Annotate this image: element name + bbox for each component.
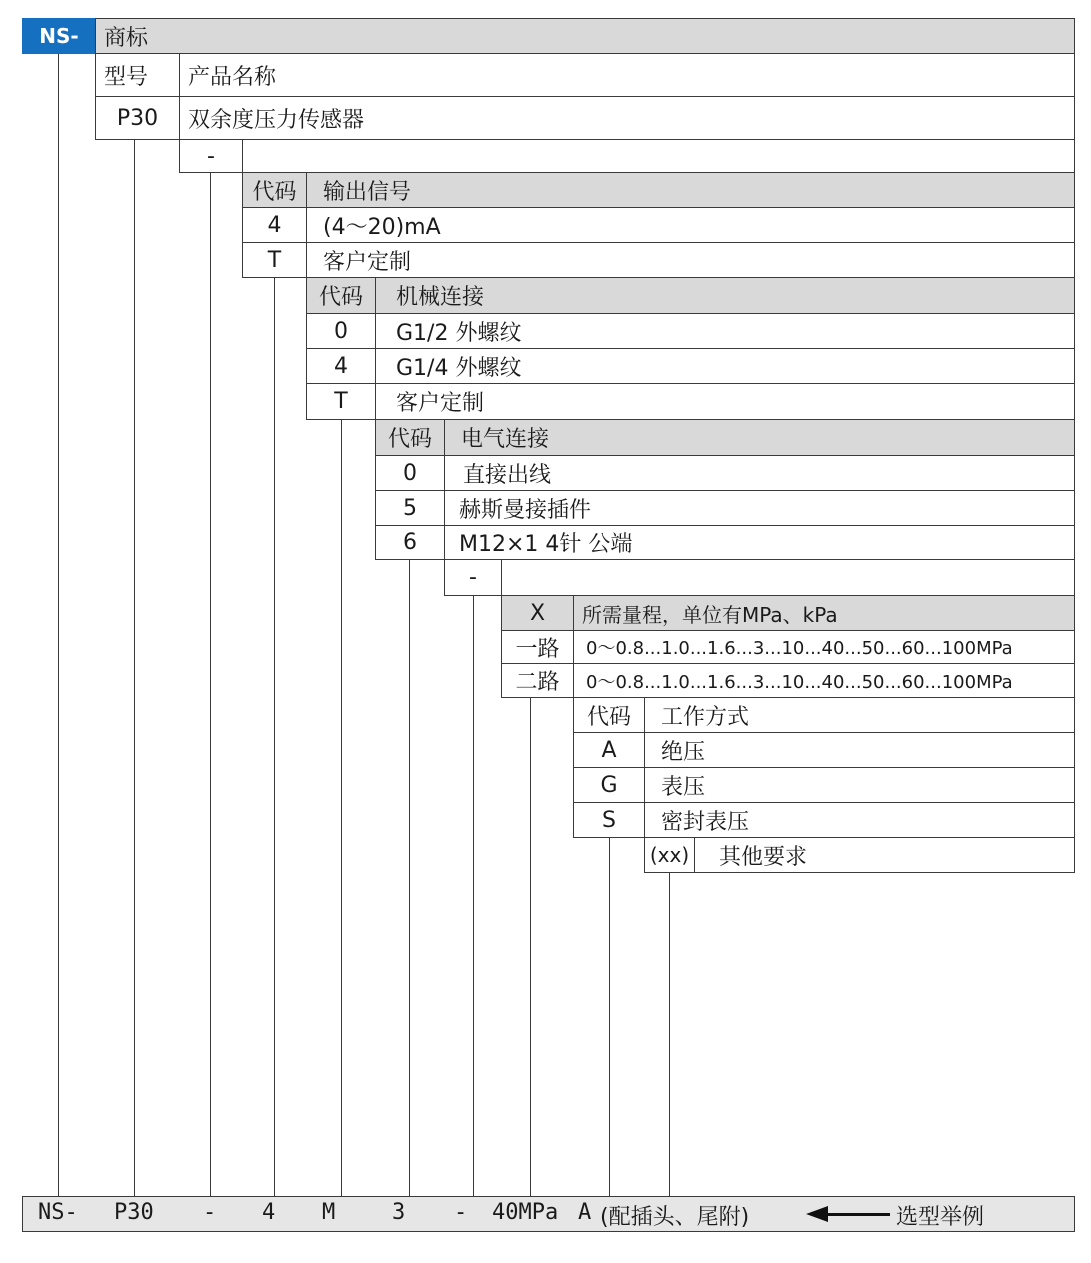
arrow-line [828, 1213, 890, 1216]
connector-line [210, 173, 211, 1196]
mode-row-code: S [573, 802, 645, 838]
example-part: - [454, 1200, 468, 1225]
electrical-header-name: 电气连接 [444, 419, 1075, 456]
example-part: A [578, 1200, 592, 1225]
mode-row-name: 绝压 [644, 732, 1075, 768]
mechanical-row-name: G1/2 外螺纹 [375, 313, 1075, 349]
mode-row-name: 密封表压 [644, 802, 1075, 838]
separator-2-blank [501, 559, 1075, 596]
mechanical-header-name: 机械连接 [375, 277, 1075, 314]
mechanical-row-name: 客户定制 [375, 383, 1075, 420]
electrical-header-code: 代码 [375, 419, 445, 456]
connector-line [58, 54, 59, 1196]
connector-line [134, 139, 135, 1196]
example-part: 4 [262, 1200, 276, 1225]
trademark-label: 商标 [95, 18, 1075, 54]
connector-line [473, 596, 474, 1196]
electrical-row-code: 6 [375, 525, 445, 560]
mode-row-code: A [573, 732, 645, 768]
mechanical-row-code: 4 [306, 348, 376, 384]
output-header-name: 输出信号 [306, 172, 1075, 208]
connector-line [341, 420, 342, 1196]
model-name: 双余度压力传感器 [179, 96, 1075, 140]
model-header-code: 型号 [95, 53, 180, 97]
electrical-row-code: 5 [375, 490, 445, 526]
range-row-code: 二路 [501, 663, 574, 698]
mode-header-name: 工作方式 [644, 697, 1075, 733]
separator-1: - [179, 139, 243, 173]
mechanical-header-code: 代码 [306, 277, 376, 314]
range-header-name: 所需量程，单位有MPa、kPa [573, 595, 1075, 631]
example-part: 3 [392, 1200, 406, 1225]
connector-line [274, 278, 275, 1196]
example-label: 选型举例 [896, 1205, 985, 1230]
separator-2: - [444, 559, 502, 596]
electrical-row-name: M12×1 4针 公端 [444, 525, 1075, 560]
example-part: M [322, 1200, 336, 1225]
mode-row-name: 表压 [644, 767, 1075, 803]
mechanical-row-name: G1/4 外螺纹 [375, 348, 1075, 384]
connector-line [669, 873, 670, 1196]
output-row-code: T [242, 242, 307, 278]
mode-row-code: G [573, 767, 645, 803]
other-name: 其他要求 [694, 837, 1075, 873]
example-part: (配插头、尾附) [600, 1205, 750, 1230]
separator-1-blank [242, 139, 1075, 173]
mode-header-code: 代码 [573, 697, 645, 733]
connector-line [609, 838, 610, 1196]
output-row-name: 客户定制 [306, 242, 1075, 278]
connector-line [409, 560, 410, 1196]
model-header-name: 产品名称 [179, 53, 1075, 97]
mechanical-row-code: T [306, 383, 376, 420]
range-row-name: 0～0.8...1.0...1.6...3...10...40...50...60...100MPa [573, 663, 1075, 698]
electrical-row-name: 直接出线 [444, 455, 1075, 491]
output-row-name: (4～20)mA [306, 207, 1075, 243]
example-part: NS- [38, 1200, 78, 1225]
output-row-code: 4 [242, 207, 307, 243]
other-code: (xx) [644, 837, 695, 873]
example-part: 40MPa [492, 1200, 559, 1225]
output-header-code: 代码 [242, 172, 307, 208]
electrical-row-code: 0 [375, 455, 445, 491]
range-row-name: 0～0.8...1.0...1.6...3...10...40...50...60...100MPa [573, 630, 1075, 664]
electrical-row-name: 赫斯曼接插件 [444, 490, 1075, 526]
example-part: - [203, 1200, 217, 1225]
trademark-code: NS- [22, 18, 96, 54]
arrow-left-icon [806, 1206, 828, 1222]
connector-line [530, 698, 531, 1196]
range-row-code: 一路 [501, 630, 574, 664]
mechanical-row-code: 0 [306, 313, 376, 349]
range-header-code: X [501, 595, 574, 631]
example-part: P30 [114, 1200, 154, 1225]
model-code: P30 [95, 96, 180, 140]
